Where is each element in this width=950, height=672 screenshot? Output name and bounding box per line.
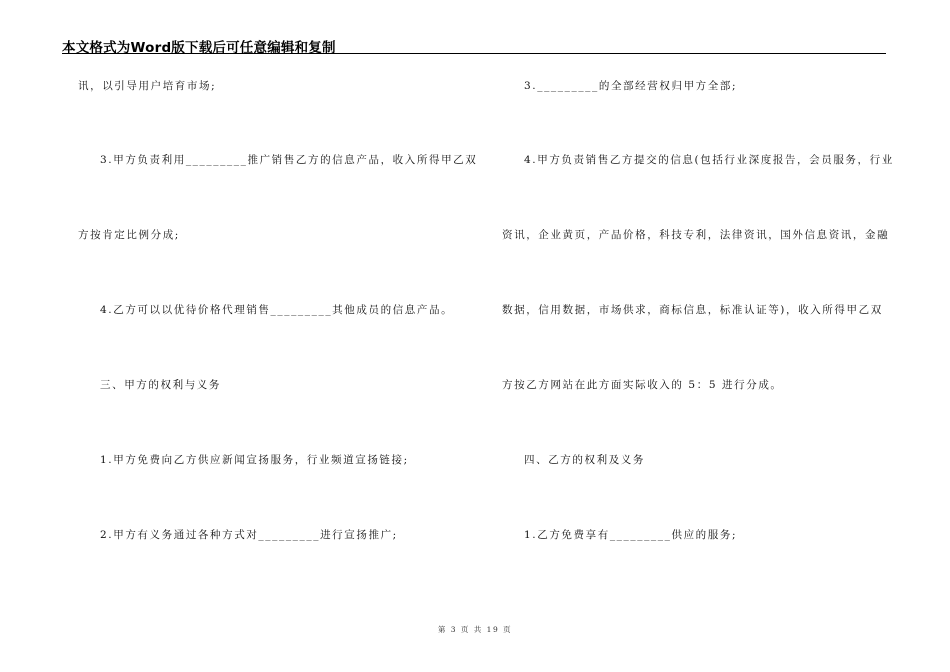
header-rule [62, 53, 886, 54]
left-paragraph-line: 方按肯定比例分成; [78, 229, 180, 241]
page-number: 第 3 页 共 19 页 [437, 625, 513, 634]
right-paragraph-line: 数据，信用数据，市场供求，商标信息，标准认证等)，收入所得甲乙双 [502, 304, 883, 316]
right-paragraph-line: 1.乙方免费享有_________供应的服务; [524, 529, 738, 541]
left-paragraph-line: 4.乙方可以以优待价格代理销售_________其他成员的信息产品。 [100, 304, 454, 316]
header-title: 本文格式为Word版下载后可任意编辑和复制 [62, 40, 336, 56]
right-paragraph-line: 3._________的全部经营权归甲方全部; [524, 80, 738, 92]
left-paragraph-line: 1.甲方免费向乙方供应新闻宣扬服务，行业频道宣扬链接; [100, 454, 409, 466]
right-paragraph-line: 4.甲方负责销售乙方提交的信息(包括行业深度报告，会员服务，行业 [524, 154, 894, 166]
section-heading: 三、甲方的权利与义务 [100, 379, 221, 391]
left-paragraph-line: 2.甲方有义务通过各种方式对_________进行宣扬推广; [100, 529, 398, 541]
right-paragraph-line: 方按乙方网站在此方面实际收入的 5：5 进行分成。 [502, 379, 783, 391]
left-paragraph-line: 3.甲方负责利用_________推广销售乙方的信息产品，收入所得甲乙双 [100, 154, 478, 166]
section-heading: 四、乙方的权利及义务 [524, 454, 645, 466]
right-paragraph-line: 资讯，企业黄页，产品价格，科技专利，法律资讯，国外信息资讯，金融 [502, 229, 890, 241]
left-paragraph-line: 讯，以引导用户培育市场; [78, 80, 217, 92]
page-header [62, 36, 886, 56]
